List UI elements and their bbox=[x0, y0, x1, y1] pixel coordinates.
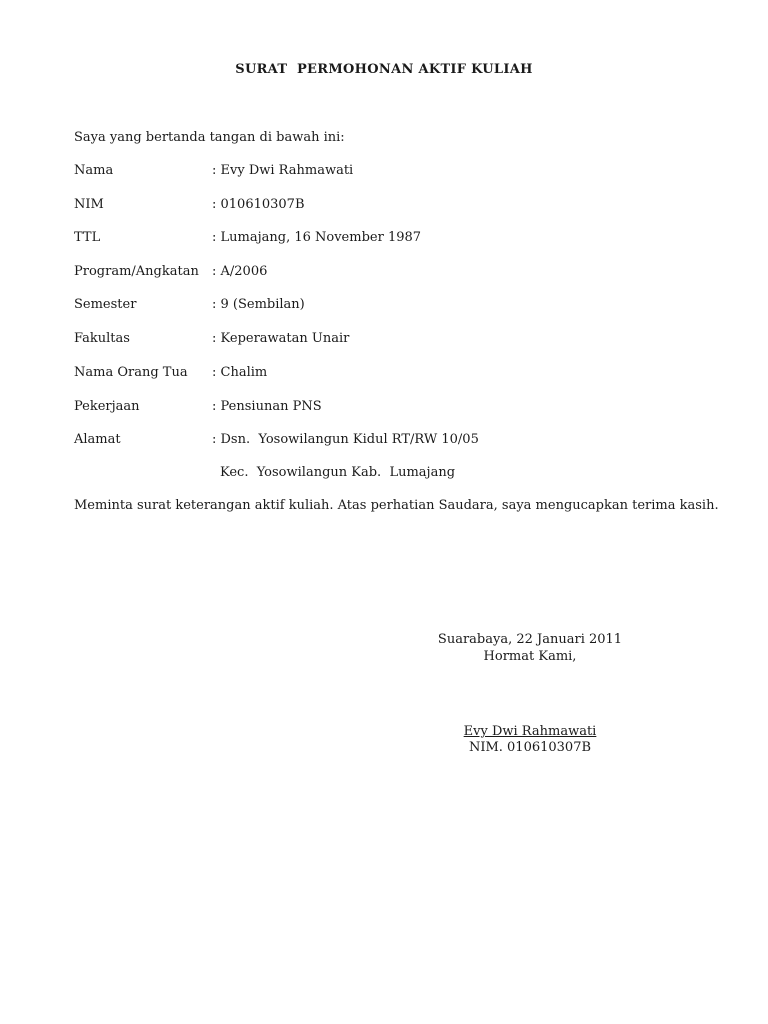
field-label: NIM bbox=[74, 197, 104, 212]
field-value: : 9 (Sembilan) bbox=[212, 297, 305, 312]
field-value: : Dsn. Yosowilangun Kidul RT/RW 10/05 bbox=[212, 432, 479, 447]
field-label: Pekerjaan bbox=[74, 399, 140, 414]
regards: Hormat Kami, bbox=[483, 649, 577, 664]
signer-name: Evy Dwi Rahmawati bbox=[463, 724, 597, 739]
field-label: Semester bbox=[74, 297, 137, 312]
field-label: Alamat bbox=[74, 432, 121, 447]
field-value: : 010610307B bbox=[212, 197, 305, 212]
place-date: Suarabaya, 22 Januari 2011 bbox=[437, 632, 623, 647]
signer-name-wrap bbox=[420, 724, 640, 739]
address-line-2: Kec. Yosowilangun Kab. Lumajang bbox=[220, 465, 456, 480]
field-value: : A/2006 bbox=[212, 264, 268, 279]
field-value: : Evy Dwi Rahmawati bbox=[212, 163, 354, 178]
closing-text: Meminta surat keterangan aktif kuliah. Atas perhatian Saudara, saya mengucapkan terima kasih. bbox=[74, 498, 719, 513]
field-label: TTL bbox=[74, 230, 101, 245]
letter-title: SURAT PERMOHONAN AKTIF KULIAH bbox=[235, 62, 533, 77]
field-value: : Pensiunan PNS bbox=[212, 399, 322, 414]
signer-nim: NIM. 010610307B bbox=[468, 740, 592, 755]
field-value: : Keperawatan Unair bbox=[212, 331, 350, 346]
field-label: Fakultas bbox=[74, 331, 130, 346]
field-value: : Chalim bbox=[212, 365, 268, 380]
field-label: Nama Orang Tua bbox=[74, 365, 188, 380]
field-value: : Lumajang, 16 November 1987 bbox=[212, 230, 422, 245]
field-label: Nama bbox=[74, 163, 114, 178]
intro-text: Saya yang bertanda tangan di bawah ini: bbox=[74, 130, 345, 145]
field-label: Program/Angkatan bbox=[74, 264, 199, 279]
